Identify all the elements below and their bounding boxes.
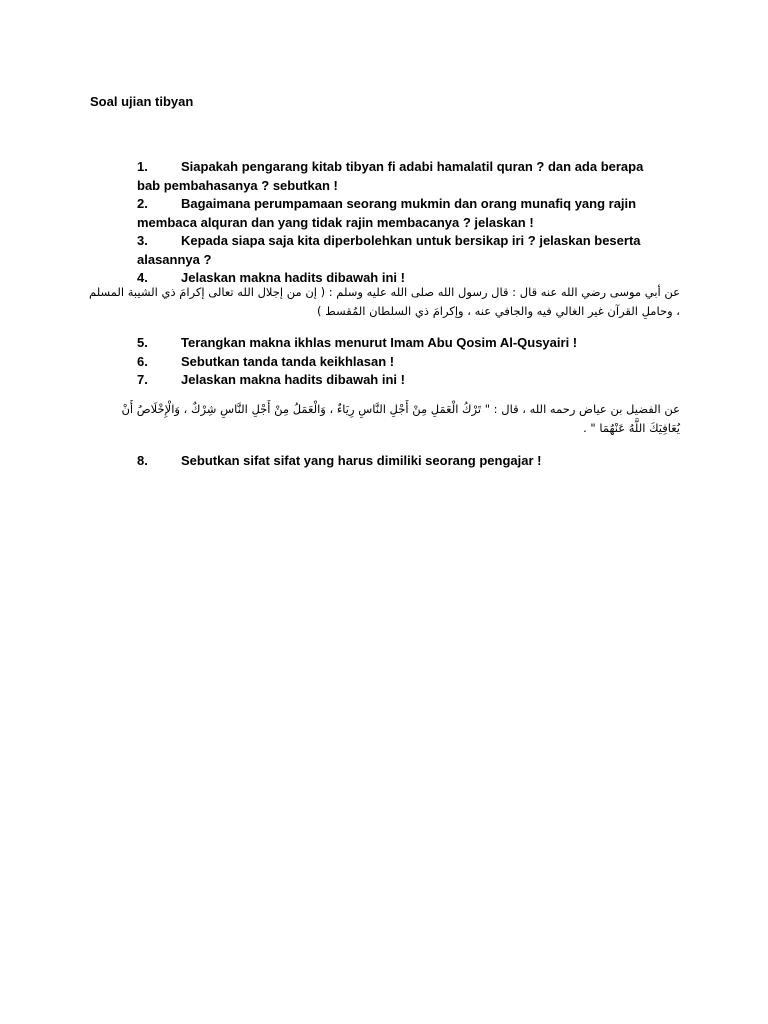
question-list-2 <box>137 334 667 390</box>
document-title: Soal ujian tibyan <box>90 94 194 109</box>
question-text: Sebutkan tanda tanda keikhlasan ! <box>181 353 395 369</box>
question-number: 8. <box>137 453 148 468</box>
question-list-3 <box>137 452 667 471</box>
question-text: Jelaskan makna hadits dibawah ini ! <box>181 270 405 285</box>
question-text: Kepada siapa saja kita diperbolehkan untuk bersikap iri ? jelaskan beserta alasannya ? <box>137 233 641 267</box>
question-item <box>137 452 667 471</box>
question-number: 2. <box>137 196 148 211</box>
question-item <box>137 353 667 372</box>
question-text: Bagaimana perumpamaan seorang mukmin dan orang munafiq yang rajin membaca alquran dan yang tidak rajin membacanya ? jelaskan ! <box>137 196 637 230</box>
question-item <box>137 195 667 232</box>
question-number: 1. <box>137 159 148 174</box>
question-item <box>137 334 667 353</box>
question-item <box>137 232 667 269</box>
question-item <box>137 158 667 195</box>
question-number: 4. <box>137 270 148 285</box>
question-text: Siapakah pengarang kitab tibyan fi adabi hamalatil quran ? dan ada berapa bab pembahasanya ? sebutkan ! <box>137 159 644 193</box>
question-number: 6. <box>137 353 148 369</box>
question-text: Sebutkan sifat sifat yang harus dimiliki seorang pengajar ! <box>181 453 542 468</box>
question-list-1 <box>137 158 667 288</box>
question-item <box>137 371 667 390</box>
question-number: 5. <box>137 335 148 350</box>
question-text: Jelaskan makna hadits dibawah ini ! <box>181 372 405 387</box>
question-text: Terangkan makna ikhlas menurut Imam Abu Qosim Al-Qusyairi ! <box>181 335 578 350</box>
hadith-text-2: عن الفضيل بن عياض رحمه الله ، قال : " تَرْكُ الْعَمَلِ مِنْ أَجْلِ النَّاسِ رِيَاءٌ ، وَالْعَمَلُ مِنْ أَجْلِ النَّاسِ شِرْكٌ ، وَالْإِخْلَاصُ أَنْ يُعَافِيَكَ اللَّهُ عَنْهُمَا " . <box>121 402 680 435</box>
question-number: 3. <box>137 233 148 248</box>
question-number: 7. <box>137 372 148 387</box>
hadith-text-1: عن أبي موسى رضي الله عنه قال : قال رسول الله صلى الله عليه وسلم : ( إن من إجلال الله تعالى إكرامَ ذي الشيبة المسلم ، وحاملِ القرآن غير الغالي فيه والجافي عنه ، وإكرامَ ذي السلطان المُقسط ) <box>89 285 680 318</box>
